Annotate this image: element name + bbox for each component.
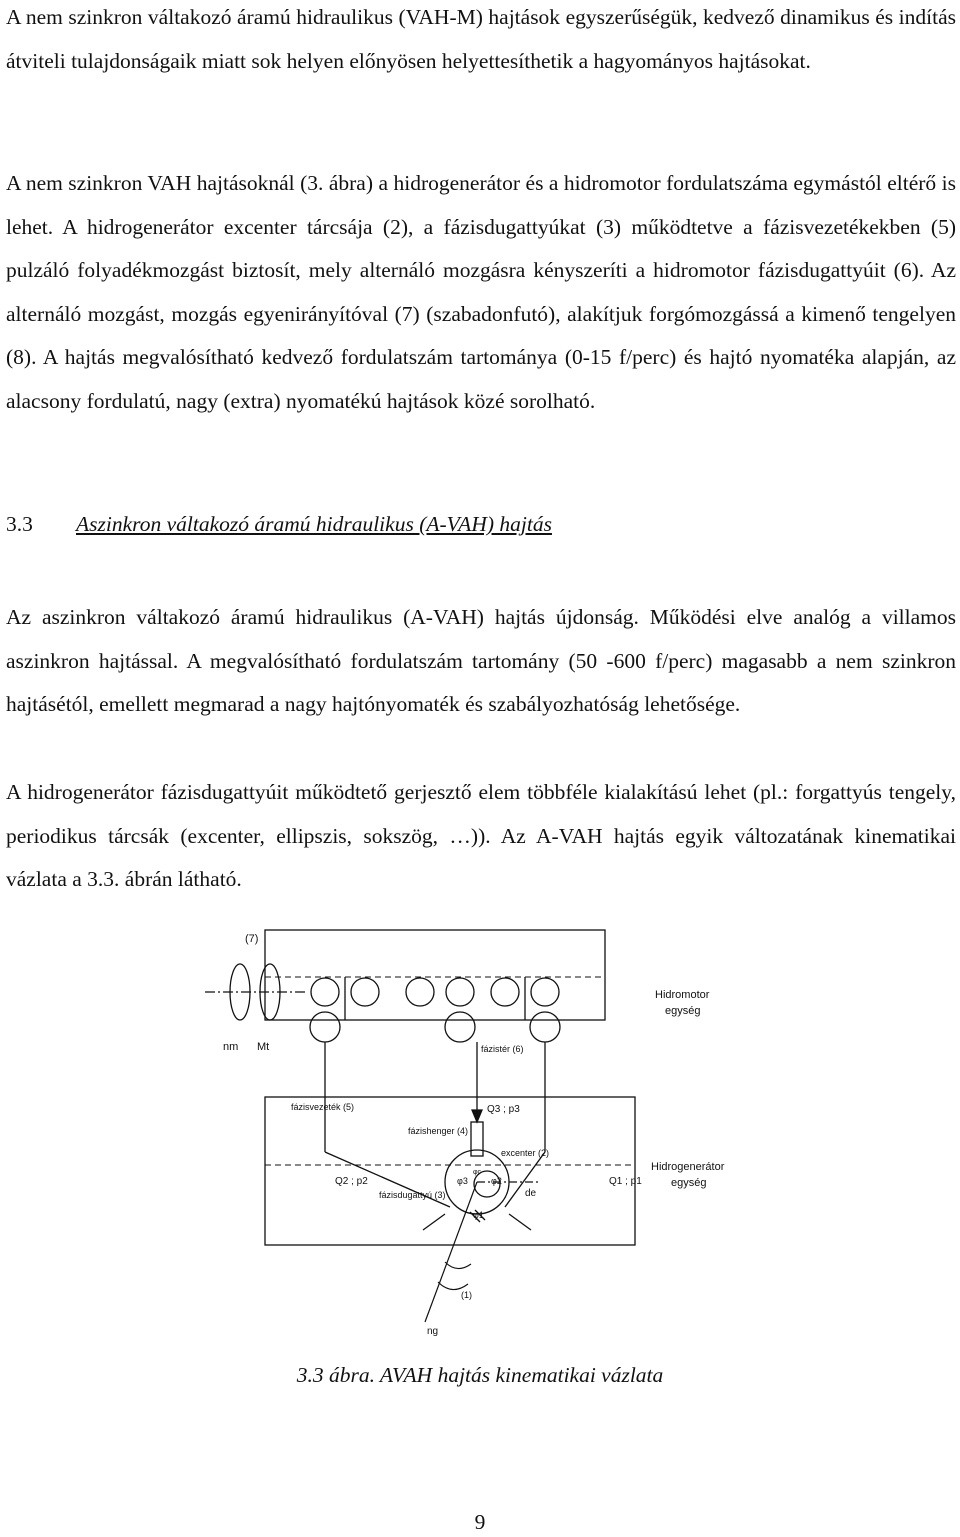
kinematic-diagram xyxy=(195,922,765,1342)
phase-roller-right xyxy=(491,978,519,1006)
label-mt: Mt xyxy=(257,1041,270,1053)
hidromotor-housing xyxy=(265,930,605,1020)
label-fazishenger: fázishenger (4) xyxy=(408,1126,469,1136)
hidrogenerator-housing xyxy=(265,1097,635,1245)
label-q3p3: Q3 ; p3 xyxy=(487,1104,520,1115)
label-1: (1) xyxy=(461,1290,472,1300)
label-fazisdugattyu: fázisdugattyú (3) xyxy=(379,1190,446,1200)
label-phi3: φ3 xyxy=(457,1176,468,1186)
label-hidromotor: Hidromotor xyxy=(655,989,710,1001)
paragraph-intro: A nem szinkron váltakozó áramú hidraulikus (VAH-M) hajtások egyszerűségük, kedvező dinamikus és indítás átviteli tulajdonságaik miatt sok helyen előnyösen helyettesíthetik a hagyományos hajtásokat. xyxy=(6,5,956,73)
label-hidrogenerator-egyseg: egység xyxy=(671,1177,707,1189)
label-de: de xyxy=(525,1188,537,1199)
label-ng: ng xyxy=(427,1326,439,1337)
phase-roller-left xyxy=(311,978,339,1006)
section-number: 3.3 xyxy=(6,512,33,536)
section-heading xyxy=(6,512,552,537)
label-q1p1: Q1 ; p1 xyxy=(609,1176,642,1187)
label-phic: φc xyxy=(473,1169,482,1176)
label-phi1: φ1 xyxy=(473,1210,484,1220)
label-fazisvezetek: fázisvezeték (5) xyxy=(291,1102,355,1112)
phase-roller-center xyxy=(406,978,434,1006)
paragraph-nem-szinkron: A nem szinkron VAH hajtásoknál (3. ábra) a hidrogenerátor és a hidromotor fordulatszáma egymástól eltérő is lehet. A hidrogenerátor excenter tárcsája (2), a fázisdugattyúkat (3) működtetve a fázisvezetékekben (5) pulzáló folyadékmozgást biztosít, mely alternáló mozgásra kényszeríti a hidromotor fázisdugattyúit (6). Az alternáló mozgást, mozgás egyenirányítóval (7) (szabadonfutó), alakítjuk forgómozgássá a kimenő tengelyen (8). A hajtás megvalósítható kedvező fordulatszám tartománya (0-15 f/perc) és hajtó nyomatéka alapján, az alacsony fordulatú, nagy (extra) nyomatékú hajtások közé sorolható. xyxy=(6,171,956,413)
label-7: (7) xyxy=(245,933,259,945)
label-phi2: φ2 xyxy=(491,1176,502,1186)
label-fazister: fázistér (6) xyxy=(481,1044,524,1054)
label-hidrogenerator: Hidrogenerátor xyxy=(651,1161,725,1173)
label-nm: nm xyxy=(223,1041,239,1053)
label-hidromotor-egyseg: egység xyxy=(665,1005,701,1017)
paragraph-gerjeszto: A hidrogenerátor fázisdugattyúit működtető gerjesztő elem többféle kialakítású lehet (pl.: forgattyús tengely, periodikus tárcsák (excenter, ellipszis, sokszög, …)). Az A-VAH hajtás egyik változatának kinematikai vázlata a 3.3. ábrán látható. xyxy=(6,780,956,892)
paragraph-aszinkron: Az aszinkron váltakozó áramú hidraulikus (A-VAH) hajtás újdonság. Működési elve analóg a villamos aszinkron hajtással. A megvalósítható fordulatszám tartomány (50 -600 f/perc) magasabb a nem szinkron hajtásétól, emellett megmarad a nagy hajtónyomaték és szabályozhatóság lehetősége. xyxy=(6,605,956,717)
section-title: Aszinkron váltakozó áramú hidraulikus (A-VAH) hajtás xyxy=(76,512,552,536)
figure-caption: 3.3 ábra. AVAH hajtás kinematikai vázlata xyxy=(296,1363,664,1387)
page-number: 9 xyxy=(474,1510,486,1534)
label-q2p2: Q2 ; p2 xyxy=(335,1176,368,1187)
label-excenter: excenter (2) xyxy=(501,1148,550,1158)
